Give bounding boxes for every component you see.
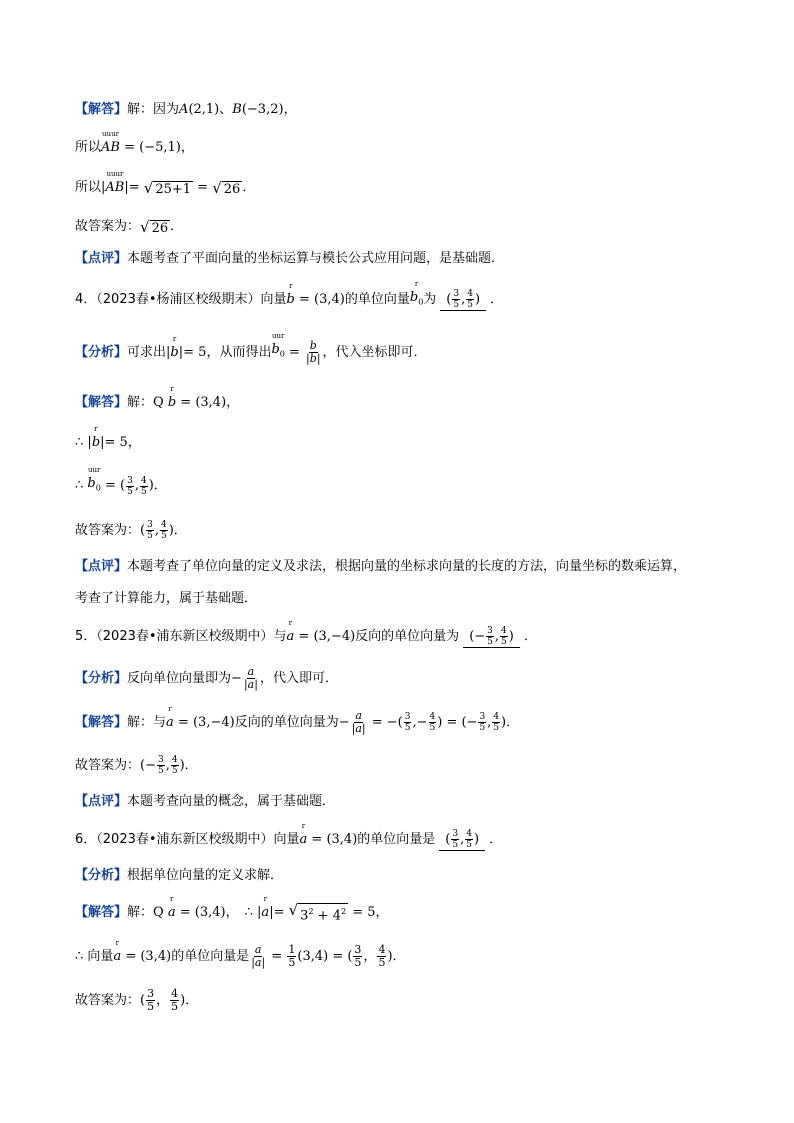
q6-question: 6．（2023春•浦东新区校级期中）向量 r a = (3,4) 的单位向量是 ( $\frac{3}{5}$ , $\frac{4}{5}$ ) ． bbox=[75, 822, 503, 850]
analysis-text: 可求出 bbox=[127, 344, 167, 360]
jie-text: 解： bbox=[127, 904, 154, 920]
q3-solution-line2: 所以 uuur AB = (−5,1) ， bbox=[75, 138, 734, 158]
analysis-text: 反向单位向量即为 bbox=[127, 670, 232, 686]
suoyi-text: 所以 bbox=[75, 180, 102, 195]
jie-text: 解： bbox=[127, 102, 154, 117]
q4-analysis: 【分析】 可求出 | r b |= 5 ，从而得出 uur $b_0$ = $\frac{b}{|b|}$ ，代入坐标即可． bbox=[75, 332, 427, 365]
answer-tag: 【解答】 bbox=[75, 102, 128, 117]
q6-final-answer: 故答案为： ( $\frac{3}{5}$ ， $\frac{4}{5}$ ) ． bbox=[75, 987, 199, 1013]
analysis-end: ，代入即可． bbox=[259, 670, 338, 686]
jie-text: 解： bbox=[127, 714, 154, 730]
q5-source: 5．（2023春•浦东新区校级期中）与 bbox=[75, 629, 287, 644]
final-answer-label: 故答案为： bbox=[75, 522, 141, 538]
q6-source: 6．（2023春•浦东新区校级期中）向量 bbox=[75, 832, 300, 847]
q6-answer-blank: ( $\frac{3}{5}$ , $\frac{4}{5}$ ) bbox=[439, 829, 485, 851]
comment-tag: 【点评】 bbox=[75, 559, 128, 574]
therefore-symbol: ∴ bbox=[75, 435, 84, 450]
q5-final-answer: 故答案为： (− $\frac{3}{5}$ , $\frac{4}{5}$ ) ． bbox=[75, 755, 198, 776]
q5-question: 5．（2023春•浦东新区校级期中）与 r a = (3,−4) 反向的单位向量为 (− $\frac{3}{5}$ , $\frac{4}{5}$ ) ． bbox=[75, 619, 537, 647]
because-symbol: Q bbox=[153, 904, 164, 920]
s5-mid: 反向的单位向量为 bbox=[234, 714, 339, 730]
q4-solution-line2: ∴ | r b |= 5 ， bbox=[75, 433, 734, 453]
q6-solution-line1: 【解答】 解： Q r a = (3,4) ， ∴ | r a |= √ $3^2 + 4^2$ = 5 ， bbox=[75, 894, 389, 924]
q4-comment-line1 bbox=[75, 557, 734, 577]
analysis-end: ，代入坐标即可． bbox=[322, 344, 427, 360]
q5-mid-text: 反向的单位向量为 bbox=[355, 629, 460, 644]
comment-text: 本题考查向量的概念，属于基础题． bbox=[127, 794, 336, 809]
jie-text: 解： bbox=[127, 395, 154, 410]
q4-final-answer: 故答案为： ( $\frac{3}{5}$ , $\frac{4}{5}$ ) ． bbox=[75, 520, 187, 541]
q3-solution-line3: 所以 | uuur AB |= √ 25+1 = √ 26 ． bbox=[75, 170, 256, 197]
q4-question: 4．（2023春•杨浦区校级期末）向量 r b = (3,4) 的单位向量 r $b_0$ 为 ( $\frac{3}{5}$ , $\frac{4}{5}$ ) ． bbox=[75, 280, 504, 311]
therefore-symbol: ∴ bbox=[75, 948, 84, 964]
final-answer-label: 故答案为： bbox=[75, 992, 141, 1008]
s6b-mid: 的单位向量是 bbox=[171, 948, 250, 964]
comment-tag: 【点评】 bbox=[75, 794, 128, 809]
answer-tag: 【解答】 bbox=[75, 714, 128, 730]
because-symbol: Q bbox=[153, 395, 164, 410]
because-text: 因为 bbox=[153, 102, 180, 117]
answer-tag: 【解答】 bbox=[75, 904, 128, 920]
comment-text: 本题考查了单位向量的定义及求法，根据向量的坐标求向量的长度的方法，向量坐标的数乘运算， bbox=[127, 559, 687, 574]
q4-source: 4．（2023春•杨浦区校级期末）向量 bbox=[75, 292, 287, 308]
s5-pre: 与 bbox=[153, 714, 167, 730]
q5-comment bbox=[75, 792, 734, 812]
q4-comment-line2 bbox=[75, 589, 734, 609]
therefore-symbol: ∴ bbox=[75, 478, 84, 494]
q5-solution: 【解答】 解： 与 r a = (3,−4) 反向的单位向量为 − $\frac{a}{|a|}$ = −( $\frac{3}{5}$ ,− $\frac{4}{5}$ ) = (− $\frac{3}{5}$ , $\frac{4}{5}$ ) ． bbox=[75, 704, 520, 735]
comment-tag: 【点评】 bbox=[75, 251, 128, 266]
analysis-tag: 【分析】 bbox=[75, 344, 128, 360]
analysis-mid: ，从而得出 bbox=[206, 344, 272, 360]
q4-mid-text: 的单位向量 bbox=[344, 292, 410, 308]
final-answer-label: 故答案为： bbox=[75, 219, 141, 234]
q4-answer-blank: ( $\frac{3}{5}$ , $\frac{4}{5}$ ) bbox=[440, 289, 486, 311]
q3-comment bbox=[75, 249, 734, 269]
q4-solution-line1: 【解答】 解： Q r b = (3,4) ， bbox=[75, 393, 734, 413]
comment-text: 考查了计算能力，属于基础题． bbox=[75, 591, 258, 606]
analysis-tag: 【分析】 bbox=[75, 670, 128, 686]
analysis-text: 根据单位向量的定义求解． bbox=[127, 868, 284, 883]
suoyi-text: 所以 bbox=[75, 140, 102, 155]
q4-wei-text: 为 bbox=[423, 292, 437, 308]
final-answer-label: 故答案为： bbox=[75, 757, 141, 773]
q3-solution-line1: 【解答】 解： 因为 A(2,1) 、 B(−3,2) ， bbox=[75, 100, 734, 120]
q5-answer-blank: (− $\frac{3}{5}$ , $\frac{4}{5}$ ) bbox=[463, 626, 520, 648]
q5-analysis: 【分析】 反向单位向量即为 − $\frac{a}{|a|}$ ，代入即可． bbox=[75, 665, 338, 691]
therefore-symbol: ∴ bbox=[244, 904, 253, 920]
analysis-tag: 【分析】 bbox=[75, 868, 128, 883]
q6-mid-text: 的单位向量是 bbox=[357, 832, 436, 847]
comment-text: 本题考查了平面向量的坐标运算与模长公式应用问题，是基础题． bbox=[127, 251, 505, 266]
q4-solution-line3: ∴ uur $b_0$ = ( $\frac{3}{5}$ , $\frac{4}{5}$ ) ． bbox=[75, 466, 167, 497]
s6b-pre: 向量 bbox=[87, 948, 114, 964]
answer-tag: 【解答】 bbox=[75, 395, 128, 410]
q6-analysis bbox=[75, 866, 734, 886]
q6-solution-line2: ∴ 向量 r a = (3,4) 的单位向量是 $\frac{a}{|a|}$ = $\frac{1}{5}$ (3,4) = ( $\frac{3}{5}$ ， $\frac{4}{5}$ ) ． bbox=[75, 938, 406, 969]
q3-final-answer: 故答案为： √ 26 ． bbox=[75, 217, 184, 236]
